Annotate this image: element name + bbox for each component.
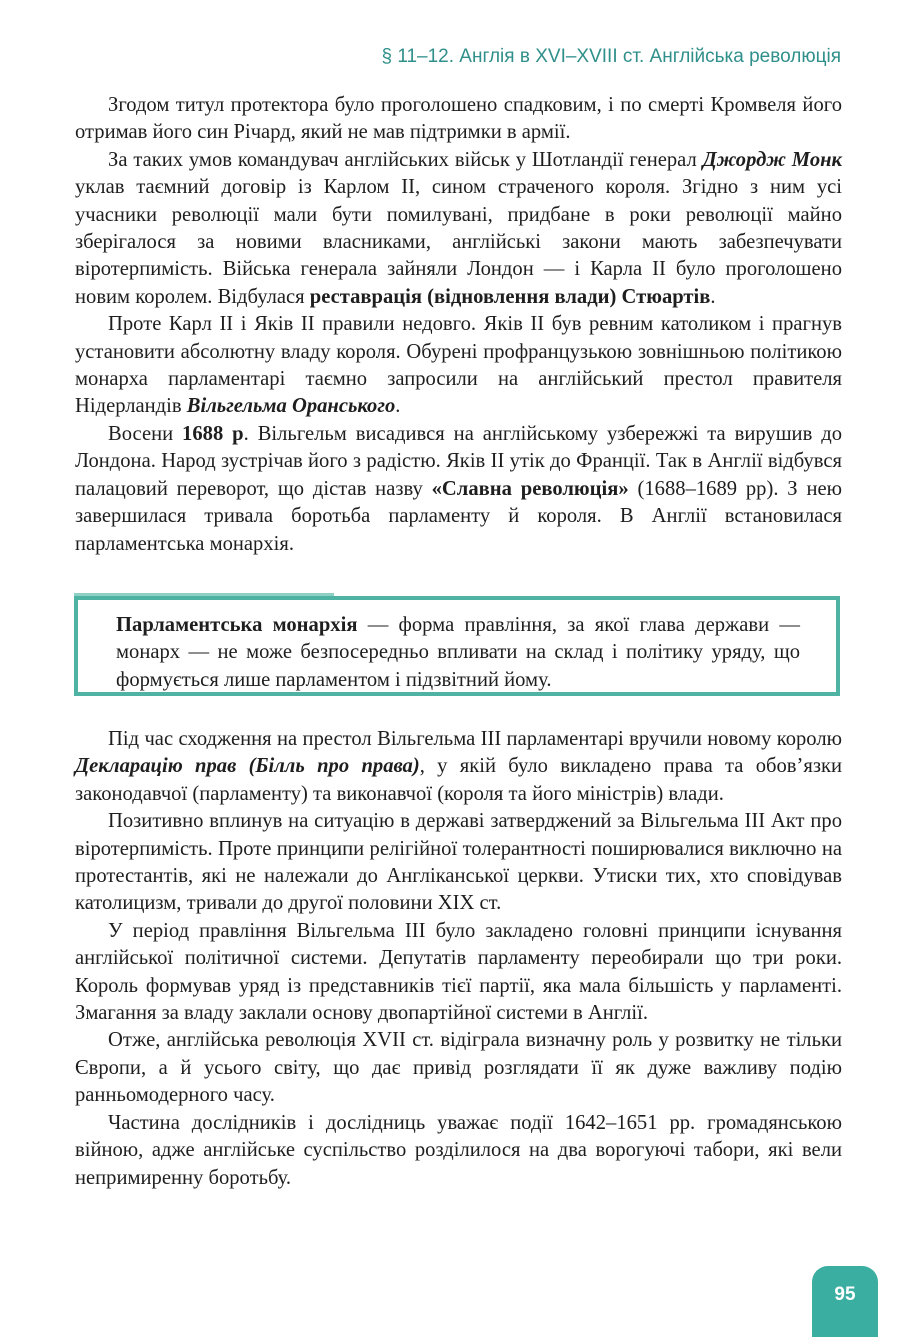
text-run: (1688–1689 рр). З нею завершилася тривала боротьба парламенту й короля. В Англії встановилася парламентська монархія.	[75, 477, 842, 555]
body-text-bottom	[75, 726, 842, 1192]
text-run: У період правління Вільгельма III було закладено головні принципи існування англійської політичної системи. Депутатів парламенту переобирали що три роки. Король формував уряд із представників тієї партії, яка мала більшість у парламенті. Змагання за владу заклали основу двопартійної системи в Англії.	[75, 919, 842, 1025]
text-run: Позитивно вплинув на ситуацію в державі затверджений за Вільгельма III Акт про віротерпимість. Проте принципи релігійної толерантності поширювалися виключно на протестантів, які не належали до Англіканської церкви. Утиски тих, хто сповідував католицизм, тривали до другої половини XIX ст.	[75, 810, 842, 915]
bold-term: «Славна революція»	[431, 477, 629, 500]
definition-text	[116, 612, 800, 694]
text-run: Частина дослідників і дослідниць уважає події 1642–1651 рр. громадянською війною, адже англійське суспільство розділилося на два ворогуючі табори, які вели непримиренну боротьбу.	[75, 1111, 842, 1189]
paragraph	[75, 92, 842, 147]
text-run: Під час сходження на престол Вільгельма III парламентарі вручили новому королю	[108, 728, 842, 750]
paragraph	[75, 1110, 842, 1192]
paragraph	[75, 918, 842, 1028]
body-text-top	[75, 92, 842, 558]
emphasis-term: Вільгельма Оранського	[186, 395, 396, 418]
text-run: . Вільгельм висадився на англійському узбережжі та вирушив до Лондона. Народ зустрічав його з радістю. Яків II утік до Франції. Так в Англії відбувся палацовий переворот, що дістав назву	[75, 422, 842, 500]
paragraph	[75, 808, 842, 918]
emphasis-term: Декларацію прав (Білль про права)	[75, 755, 420, 778]
paragraph	[75, 1027, 842, 1109]
bold-term: реставрація (відновлення влади) Стюартів	[309, 285, 711, 308]
paragraph	[75, 147, 842, 311]
box-accent-line	[74, 593, 334, 596]
text-run: уклав таємний договір із Карлом II, сином страченого короля. Згідно з ним усі учасники революції мали бути помилувані, придбане в роки революції майно зберігалося за новими власниками, англійські закони мають забезпечувати віротерпимість. Війська генерала зайняли Лондон — і Карла II було проголошено новим королем. Відбулася	[75, 176, 842, 308]
text-run: Проте Карл II і Яків II правили недовго. Яків II був ревним католиком і прагнув установити абсолютну владу короля. Обурені профранцузькою зовнішньою політикою монарха парламентарі таємно запросили на англійський престол правителя Нідерландів	[75, 313, 842, 418]
paragraph	[75, 421, 842, 558]
text-run: Отже, англійська революція XVII ст. відіграла визначну роль у розвитку не тільки Європи, а й усього світу, що дає привід розглядати її як дуже важливу подію ранньомодерного часу.	[75, 1029, 842, 1107]
definition-term: Парламентська монархія	[116, 614, 358, 636]
definition-body: — форма правління, за якої глава держави — монарх — не може безпосередньо впливати на склад і політику уряду, що формується лише парламентом і підзвітний йому.	[116, 614, 800, 691]
running-header: § 11–12. Англія в XVI–XVIII ст. Англійська революція	[381, 46, 841, 67]
emphasis-term: Джордж Монк	[702, 148, 842, 171]
text-run: .	[710, 285, 716, 308]
page-number: 95	[812, 1266, 878, 1337]
text-run: Згодом титул протектора було проголошено спадковим, і по смерті Кромвеля його отримав його син Річард, який не мав підтримки в армії.	[75, 94, 842, 144]
paragraph	[75, 311, 842, 421]
text-run: .	[395, 395, 401, 418]
definition-box	[74, 596, 840, 696]
bold-term: 1688 р	[182, 422, 244, 445]
paragraph	[75, 726, 842, 808]
text-run: , у якій було викладено права та обов’язки законодавчої (парламенту) та виконавчої (короля та його міністрів) влади.	[75, 755, 842, 805]
text-run: За таких умов командувач англійських військ у Шотландії генерал	[108, 148, 703, 171]
text-run: Восени	[108, 422, 183, 445]
